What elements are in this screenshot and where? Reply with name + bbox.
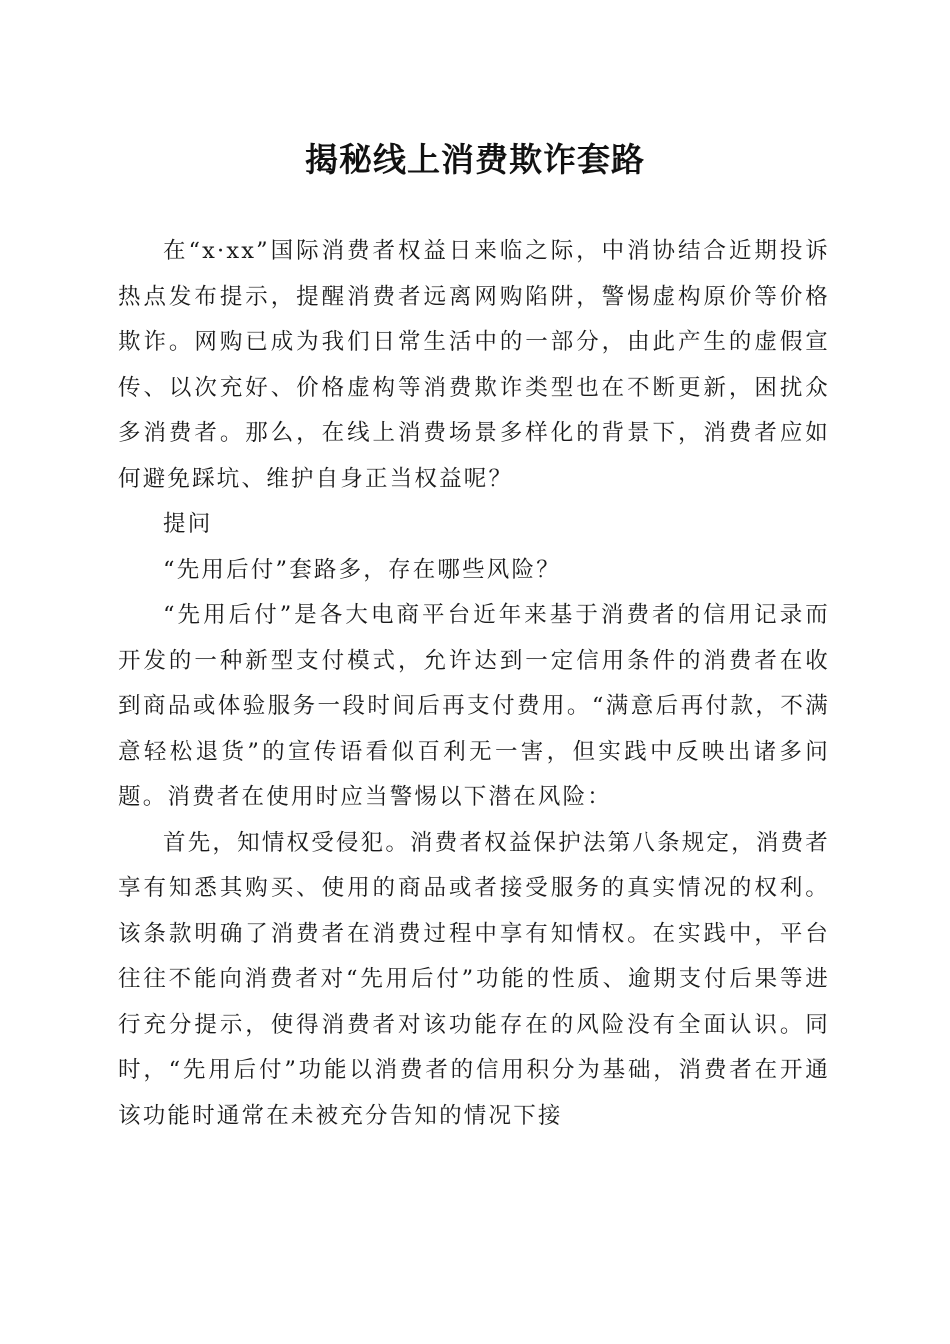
paragraph-question: “先用后付”套路多，存在哪些风险？ <box>163 556 561 583</box>
paragraph-first-risk: 首先，知情权受侵犯。消费者权益保护法第八条规定，消费者享有知悉其购买、使用的商品或者接受服务的真实情况的权利。该条款明确了消费者在消费过程中享有知情权。在实践中，平台往往不能向消费者对“先用后付”功能的性质、逾期支付后果等进行充分提示，使得消费者对该功能存在的风险没有全面认识。同时，“先用后付”功能以消费者的信用积分为基础，消费者在开通该功能时通常在未被充分告知的情况下接 <box>118 829 830 1129</box>
paragraph-question-label: 提问 <box>163 511 213 537</box>
paragraph-explanation: “先用后付”是各大电商平台近年来基于消费者的信用记录而开发的一种新型支付模式，允许达到一定信用条件的消费者在收到商品或体验服务一段时间后再支付费用。“满意后再付款，不满意轻松退货”的宣传语看似百利无一害，但实践中反映出诸多问题。消费者在使用时应当警惕以下潜在风险： <box>118 602 830 810</box>
document-body <box>118 229 830 1139</box>
document-title: 揭秘线上消费欺诈套路 <box>305 140 645 179</box>
paragraph-intro: 在“x·xx”国际消费者权益日来临之际，中消协结合近期投诉热点发布提示，提醒消费者远离网购陷阱，警惕虚构原价等价格欺诈。网购已成为我们日常生活中的一部分，由此产生的虚假宣传、以次充好、价格虚构等消费欺诈类型也在不断更新，困扰众多消费者。那么，在线上消费场景多样化的背景下，消费者应如何避免踩坑、维护自身正当权益呢？ <box>118 238 830 492</box>
